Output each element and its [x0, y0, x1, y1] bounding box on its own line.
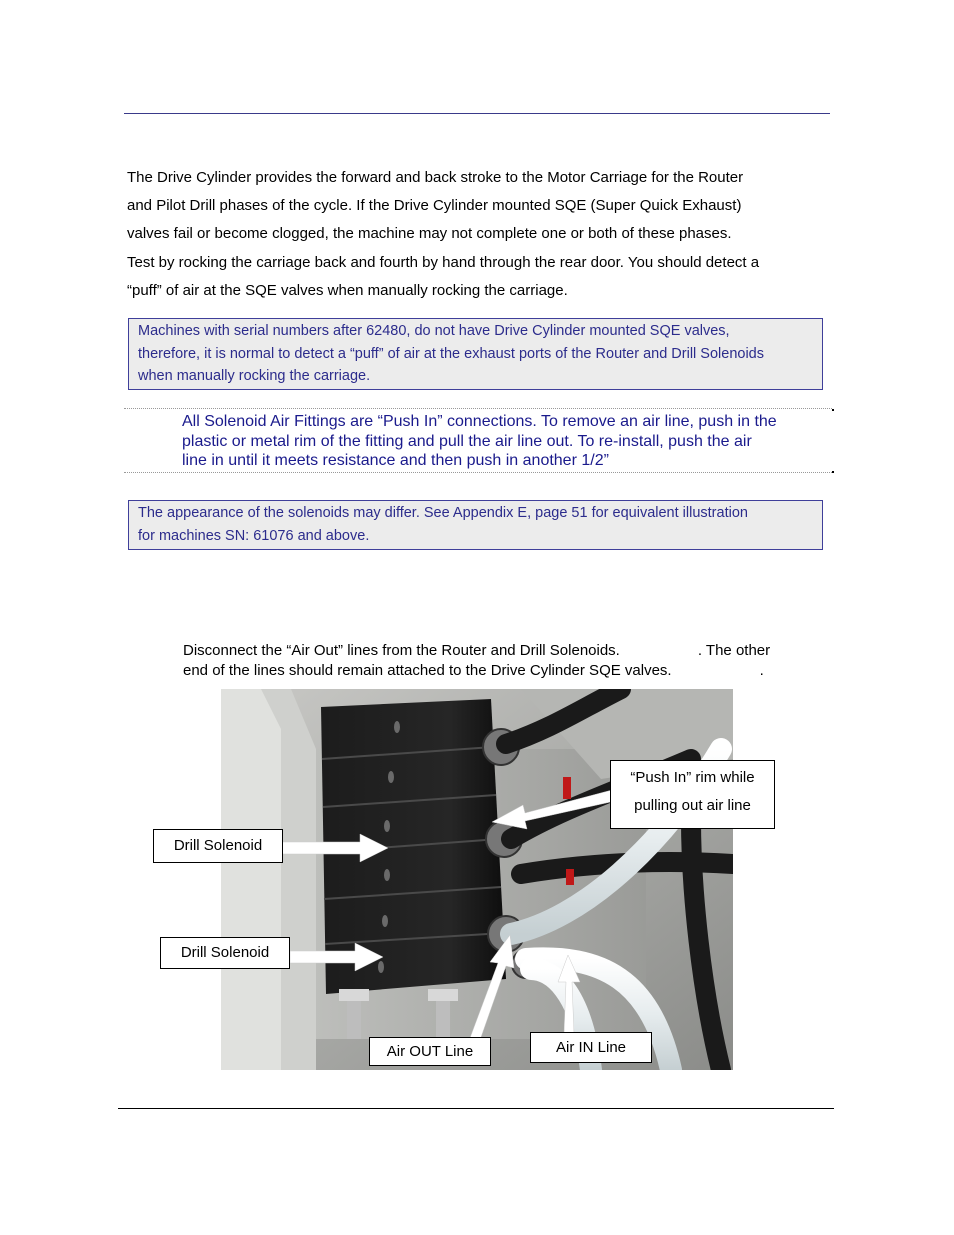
intro-line: and Pilot Drill phases of the cycle. If the Drive Cylinder mounted SQE (Super Quick Exhaust) — [127, 197, 742, 215]
intro-line: The Drive Cylinder provides the forward and back stroke to the Motor Carriage for the Router — [127, 169, 744, 186]
tip-marker-bottom — [832, 471, 834, 473]
disconnect-step — [183, 641, 828, 680]
tip-line: plastic or metal rim of the fitting and pull the air line out. To re-install, push the air — [182, 432, 752, 450]
step-text: end of the lines should remain attached to the Drive Cylinder SQE valves. — [183, 661, 672, 679]
intro-line: “puff” of air at the SQE valves when manually rocking the carriage. — [127, 281, 568, 299]
tip-marker-top — [832, 409, 834, 411]
solenoid-photo — [221, 689, 733, 1070]
note-line: for machines SN: 61076 and above. — [138, 527, 370, 544]
header-rule — [124, 113, 830, 114]
push-in-fittings-tip — [124, 408, 832, 473]
callout-line: “Push In” rim while — [630, 769, 755, 786]
step-line — [183, 641, 828, 661]
callout-line: pulling out air line — [634, 797, 751, 814]
step-text: . The other — [697, 642, 771, 659]
intro-line: valves fail or become clogged, the machine may not complete one or both of these phases. — [127, 225, 732, 243]
push-in-rim-callout — [610, 760, 775, 829]
tip-text — [182, 412, 827, 471]
note-line: therefore, it is normal to detect a “puff” of air at the exhaust ports of the Router and Drill Solenoids — [138, 345, 764, 362]
appearance-note — [128, 500, 823, 550]
note-line: The appearance of the solenoids may differ. See Appendix E, page 51 for equivalent illustration — [138, 505, 748, 521]
air-in-line-callout: Air IN Line — [530, 1032, 652, 1063]
footer-rule — [118, 1108, 834, 1109]
tip-line: All Solenoid Air Fittings are “Push In” connections. To remove an air line, push in the — [182, 413, 777, 430]
drill-solenoid-callout-bottom: Drill Solenoid — [160, 937, 290, 969]
air-out-line-callout: Air OUT Line — [369, 1037, 491, 1066]
step-text: . — [759, 661, 764, 679]
intro-paragraph — [127, 164, 832, 305]
tip-line: line in until it meets resistance and then push in another 1/2” — [182, 452, 609, 469]
intro-line: Test by rocking the carriage back and fourth by hand through the rear door. You should detect a — [127, 253, 760, 271]
drill-solenoid-callout-top: Drill Solenoid — [153, 829, 283, 863]
solenoid-photo-illustration — [221, 689, 733, 1070]
note-line: when manually rocking the carriage. — [138, 368, 371, 384]
serial-number-note — [128, 318, 823, 390]
step-text: Disconnect the “Air Out” lines from the Router and Drill Solenoids. — [183, 642, 620, 659]
note-line: Machines with serial numbers after 62480, do not have Drive Cylinder mounted SQE valves, — [138, 323, 730, 339]
step-line — [183, 661, 828, 681]
